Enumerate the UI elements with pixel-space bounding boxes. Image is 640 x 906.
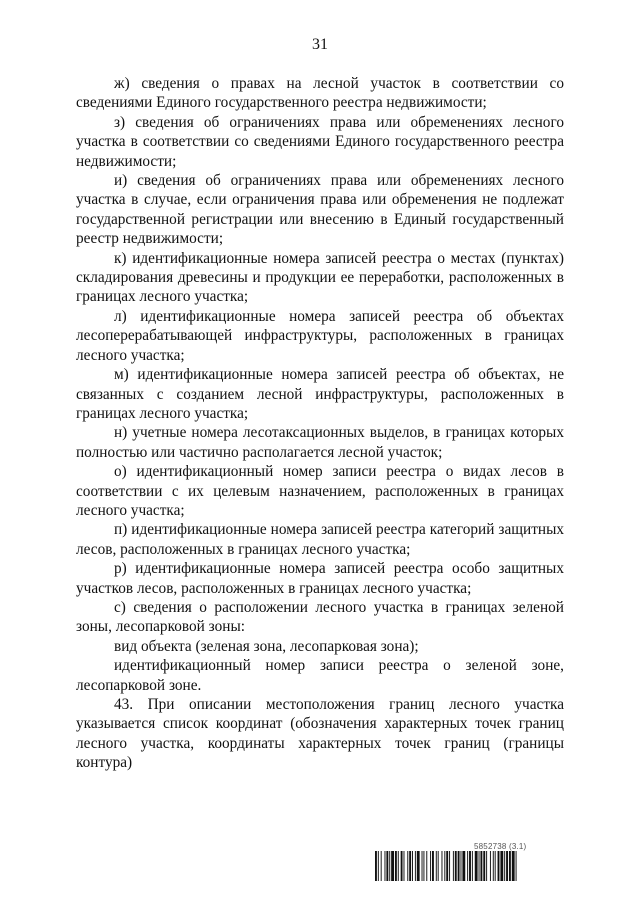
barcode-bar [480, 851, 482, 881]
barcode-bar [500, 851, 503, 881]
barcode-bar [395, 851, 397, 881]
barcode-bar [504, 851, 505, 881]
barcode-bar [385, 851, 386, 881]
barcode-bar [461, 851, 462, 881]
paragraph-object-type: вид объекта (зеленая зона, лесопарковая зона); [114, 637, 419, 655]
barcode-bar [475, 851, 478, 881]
barcode-bar [506, 851, 508, 881]
barcode-bar [386, 851, 388, 881]
barcode-bar [449, 851, 450, 881]
barcode-bar [407, 851, 408, 881]
barcode-bar [455, 851, 457, 881]
page-number: 31 [312, 36, 328, 53]
barcode-bar [509, 851, 511, 881]
barcode-bar [404, 851, 405, 881]
barcode-bar [381, 851, 382, 881]
paragraph-zh: ж) сведения о правах на лесной участок в соответствии со сведениями Единого государственного реестра недвижимости; [76, 75, 564, 112]
barcode-bar [442, 851, 443, 881]
barcode-bar [391, 851, 394, 881]
paragraph-i: и) сведения об ограничениях права или обременениях лесного участка в случае, если ограничения права или обременения не подлежат государственной регистрации или внесению в Единый государственный реестр недвижимости; [76, 172, 564, 248]
barcode-bar [490, 851, 491, 881]
barcode-bar [498, 851, 500, 881]
document-code: 5852738 (3.1) [474, 842, 527, 851]
paragraph-l: л) идентификационные номера записей реестра об объектах лесоперерабатывающей инфраструктуры, расположенных в границах лесного участка; [76, 307, 564, 364]
barcode-bar [417, 851, 420, 881]
barcode-bar [409, 851, 411, 881]
paragraph-43: 43. При описании местоположения границ лесного участка указывается список координат (обозначения характерных точек границ лесного участка, координаты характерных точек границ (границы контура) [76, 696, 564, 772]
barcode-bar [422, 851, 423, 881]
barcode [375, 851, 565, 881]
barcode-bar [444, 851, 445, 881]
paragraph-z: з) сведения об ограничениях права или обременениях лесного участка в соответствии со сведениями Единого государственного реестра недвижимости; [76, 113, 564, 170]
barcode-bar [432, 851, 434, 881]
barcode-bar [398, 851, 399, 881]
barcode-bar [486, 851, 487, 881]
paragraph-o: о) идентификационный номер записи реестра о видах лесов в соответствии с их целевым назначением, расположенных в границах лесного участка; [76, 463, 564, 519]
barcode-bar [436, 851, 437, 881]
barcode-bar [512, 851, 515, 881]
document-body [76, 74, 564, 773]
barcode-bar [467, 851, 468, 881]
barcode-bar [401, 851, 403, 881]
barcode-bar [375, 851, 377, 881]
barcode-bar [430, 851, 431, 881]
barcode-bar [426, 851, 427, 881]
barcode-bar [493, 851, 494, 881]
paragraph-p: п) идентификационные номера записей реестра категорий защитных лесов, расположенных в границах лесного участка; [76, 521, 564, 558]
barcode-bar [389, 851, 390, 881]
barcode-bar [472, 851, 473, 881]
barcode-bar [412, 851, 413, 881]
paragraph-n: н) учетные номера лесотаксационных выделов, в границах которых полностью или частично располагается лесной участок; [76, 424, 564, 461]
barcode-bar [423, 851, 424, 881]
barcode-bar [446, 851, 448, 881]
paragraph-registry-id: идентификационный номер записи реестра о зеленой зоне, лесопарковой зоне. [76, 657, 564, 694]
paragraph-r: р) идентификационные номера записей реестра особо защитных участков лесов, расположенных в границах лесного участка; [76, 560, 564, 597]
paragraph-s: с) сведения о расположении лесного участка в границах зеленой зоны, лесопарковой зоны: [76, 598, 564, 636]
barcode-bar [453, 851, 454, 881]
barcode-bar [483, 851, 485, 881]
barcode-bar [415, 851, 416, 881]
barcode-bar [495, 851, 496, 881]
barcode-bar [462, 851, 465, 881]
barcode-bar [438, 851, 439, 881]
paragraph-k: к) идентификационные номера записей реестра о местах (пунктах) складирования древесины и продукции ее переработки, расположенных в границах лесного участка; [76, 249, 564, 306]
barcode-bar [458, 851, 460, 881]
paragraph-m: м) идентификационные номера записей реестра об объектах, не связанных с созданием лесной инфраструктуры, расположенных в границах лесного участка; [76, 366, 564, 422]
barcode-bar [378, 851, 379, 881]
barcode-bar [479, 851, 480, 881]
barcode-bar [516, 851, 517, 881]
barcode-bar [469, 851, 471, 881]
